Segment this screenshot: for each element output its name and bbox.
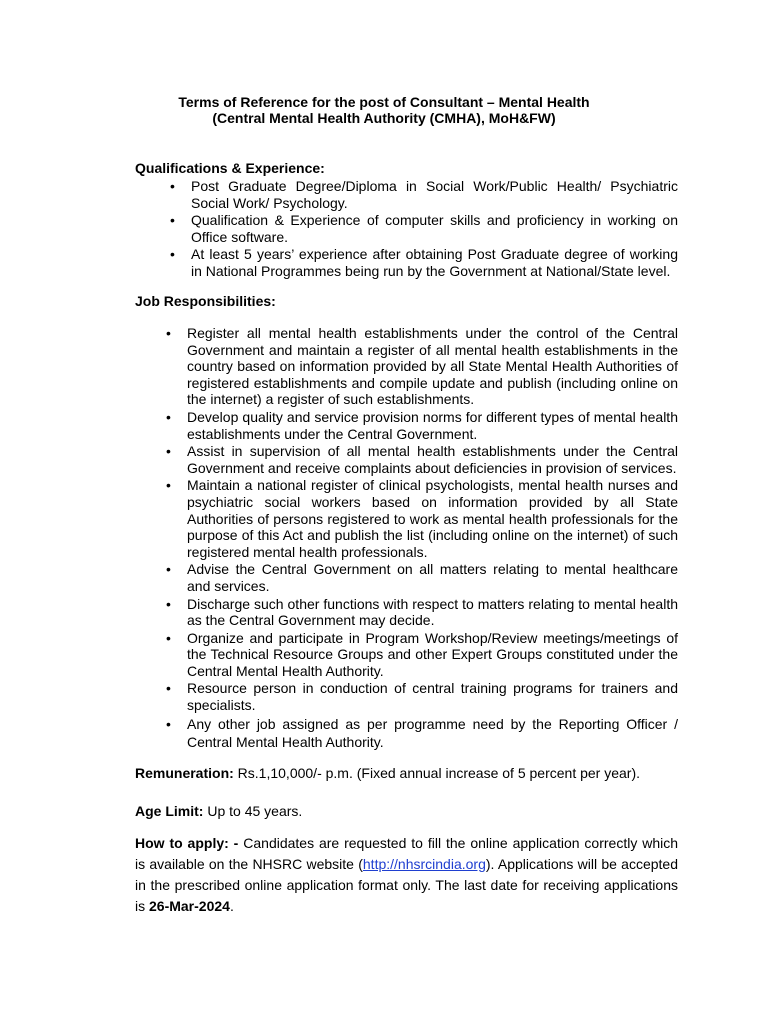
how-to-apply-text-continued: ). Applications will be accepted in the prescribed online application format only. The last date for receiving applications is bbox=[135, 856, 679, 914]
list-item bbox=[166, 408, 678, 442]
qualification-text: Qualification & Experience of computer skills and proficiency in working on Office software. bbox=[191, 212, 678, 245]
qualification-text: Post Graduate Degree/Diploma in Social Work/Public Health/ Psychiatric Social Work/ Psychology. bbox=[191, 178, 678, 211]
list-item bbox=[166, 629, 678, 680]
bullet-icon: • bbox=[166, 561, 171, 578]
document-title-line-2: (Central Mental Health Authority (CMHA), MoH&FW) bbox=[212, 110, 556, 126]
nhsrc-website-link[interactable]: http://nhsrcindia.org bbox=[362, 856, 486, 872]
list-item bbox=[166, 715, 678, 752]
responsibility-text: Organize and participate in Program Workshop/Review meetings/meetings of the Technical Resource Groups and other Expert Groups constituted under the Central Mental Health Authority. bbox=[187, 629, 678, 679]
list-item bbox=[166, 680, 678, 714]
list-item bbox=[166, 561, 678, 594]
bullet-icon: • bbox=[166, 595, 171, 612]
bullet-icon: • bbox=[166, 408, 171, 425]
list-item bbox=[166, 477, 678, 560]
qualification-text: At least 5 years’ experience after obtaining Post Graduate degree of working in National Programmes being run by the Government at National/State level. bbox=[191, 246, 678, 279]
list-item bbox=[170, 246, 678, 279]
responsibility-text: Maintain a national register of clinical psychologists, mental health nurses and psychiatric social workers based on information provided by all State Authorities of persons registered to work as mental health professionals for the purpose of this Act and publish the list (including online on the internet) of such registered mental health professionals. bbox=[187, 477, 678, 560]
responsibility-text: Resource person in conduction of central training programs for trainers and specialists. bbox=[187, 680, 678, 714]
bullet-icon: • bbox=[166, 325, 171, 341]
qualifications-heading: Qualifications & Experience: bbox=[135, 160, 325, 176]
remuneration-value: Rs.1,10,000/- p.m. (Fixed annual increase of 5 percent per year). bbox=[233, 765, 641, 781]
responsibilities-heading: Job Responsibilities: bbox=[135, 293, 276, 309]
document-title-line-1: Terms of Reference for the post of Consultant – Mental Health bbox=[178, 94, 590, 110]
age-limit-line bbox=[135, 803, 678, 820]
list-item bbox=[166, 595, 678, 629]
list-item bbox=[166, 443, 678, 476]
sentence-end: . bbox=[229, 898, 234, 914]
bullet-icon: • bbox=[170, 246, 175, 263]
list-item bbox=[170, 212, 678, 245]
responsibility-text: Discharge such other functions with respect to matters relating to mental health as the Central Government may decide. bbox=[187, 595, 678, 629]
bullet-icon: • bbox=[166, 477, 171, 494]
age-limit-label: Age Limit: bbox=[135, 803, 204, 819]
remuneration-label: Remuneration: bbox=[135, 765, 234, 781]
list-item bbox=[170, 178, 678, 211]
how-to-apply-paragraph bbox=[135, 833, 678, 917]
responsibilities-list bbox=[166, 325, 678, 753]
bullet-icon: • bbox=[166, 629, 171, 646]
responsibility-text: Develop quality and service provision norms for different types of mental health establishments under the Central Government. bbox=[187, 408, 678, 442]
responsibility-text: Assist in supervision of all mental health establishments under the Central Government and receive complaints about deficiencies in provision of services. bbox=[187, 443, 678, 476]
how-to-apply-text: Candidates are requested to fill the online application correctly which is available on the NHSRC website ( bbox=[135, 835, 679, 872]
age-limit-value: Up to 45 years. bbox=[203, 803, 303, 819]
bullet-icon: • bbox=[170, 212, 175, 229]
bullet-icon: • bbox=[166, 443, 171, 460]
responsibility-text: Advise the Central Government on all matters relating to mental healthcare and services. bbox=[187, 561, 678, 594]
last-date: 26-Mar-2024 bbox=[149, 898, 230, 914]
how-to-apply-label: How to apply: - bbox=[135, 835, 239, 851]
bullet-icon: • bbox=[166, 680, 171, 697]
qualifications-list bbox=[170, 178, 678, 281]
list-item bbox=[166, 325, 678, 408]
bullet-icon: • bbox=[166, 715, 171, 732]
bullet-icon: • bbox=[170, 178, 175, 194]
responsibility-text: Any other job assigned as per programme need by the Reporting Officer / Central Mental Health Authority. bbox=[187, 715, 678, 751]
responsibility-text: Register all mental health establishments under the control of the Central Government and maintain a register of all mental health establishments in the country based on information provided by all State Mental Health Authorities of registered establishments and compile update and publish (including online on the internet) a register of such establishments. bbox=[187, 325, 678, 408]
remuneration-line bbox=[135, 765, 678, 782]
